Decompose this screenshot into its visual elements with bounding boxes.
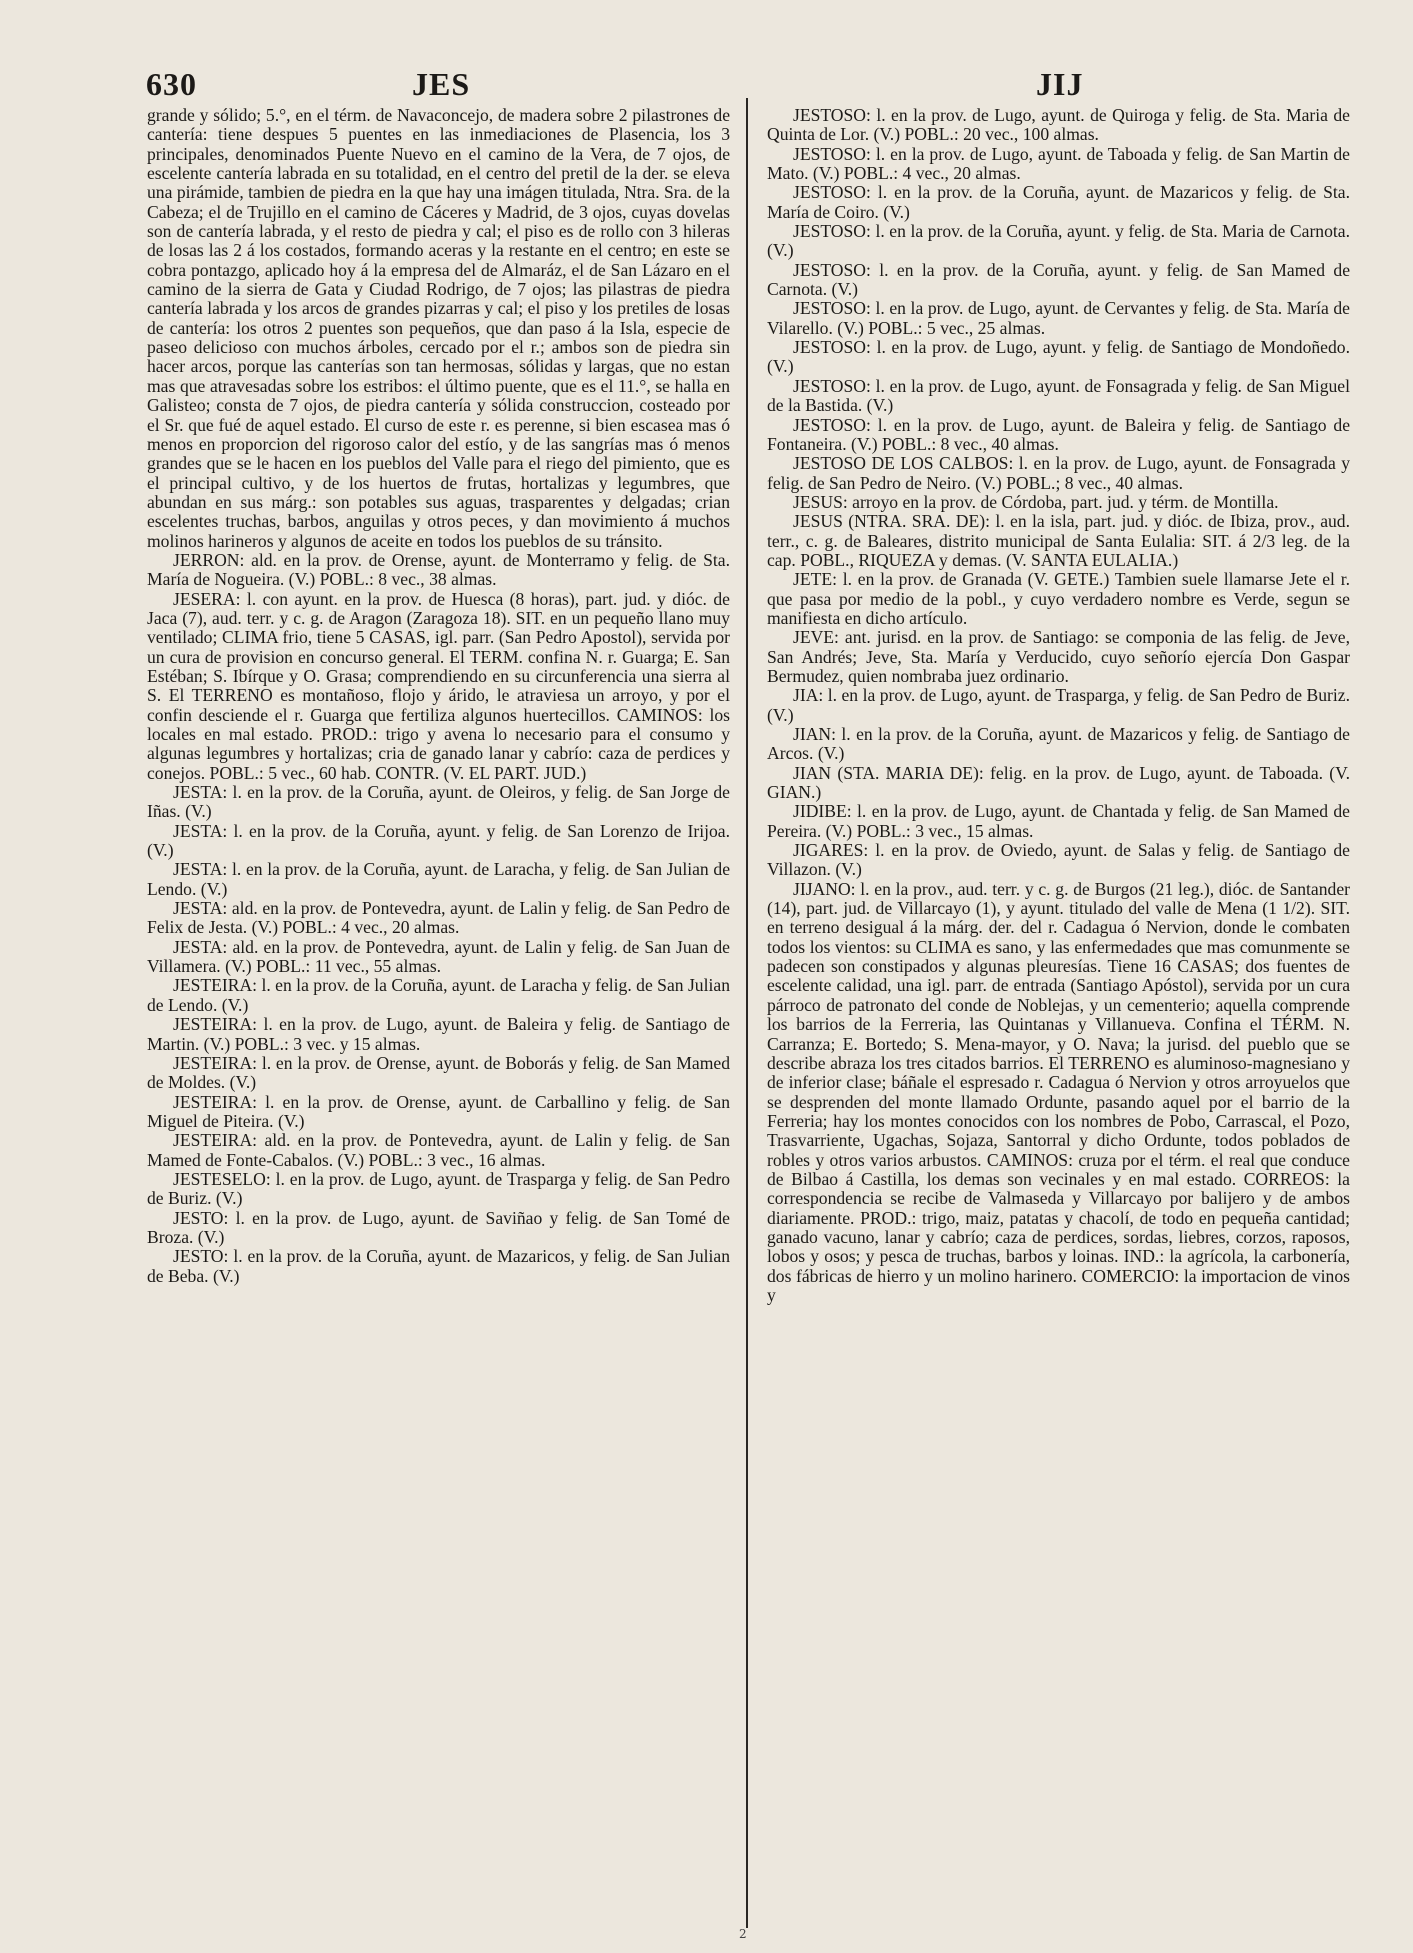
entry: JESTOSO: l. en la prov. de la Coruña, ayunt. y felig. de Sta. Maria de Carnota. (V.) <box>767 221 1350 261</box>
entry: JIAN: l. en la prov. de la Coruña, ayunt. de Mazaricos y felig. de Santiago de Arcos. (V.) <box>767 724 1350 764</box>
entry: JESTA: l. en la prov. de la Coruña, ayunt. de Oleiros, y felig. de San Jorge de Iñas. (V.) <box>147 782 730 822</box>
entry: JESTO: l. en la prov. de Lugo, ayunt. de Saviñao y felig. de San Tomé de Broza. (V.) <box>147 1207 730 1247</box>
entry: JIGARES: l. en la prov. de Oviedo, ayunt. de Salas y felig. de Santiago de Villazon. (V.) <box>767 840 1350 880</box>
entry: JIA: l. en la prov. de Lugo, ayunt. de Trasparga, y felig. de San Pedro de Buriz. (V.) <box>767 685 1350 725</box>
entry: JESTEIRA: l. en la prov. de Orense, ayunt. de Carballino y felig. de San Miguel de Piteira. (V.) <box>147 1091 730 1131</box>
entry: JESTA: l. en la prov. de la Coruña, ayunt. de Laracha, y felig. de San Julian de Lendo. (V.) <box>147 859 730 899</box>
entry: JESTA: ald. en la prov. de Pontevedra, ayunt. de Lalin y felig. de San Juan de Villamera. (V.) POBL.: 11 vec., 55 almas. <box>147 936 730 977</box>
entry: JESTEIRA: l. en la prov. de Orense, ayunt. de Boborás y felig. de San Mamed de Moldes. (V.) <box>147 1052 730 1093</box>
entry: JESTOSO: l. en la prov. de Lugo, ayunt. de Quiroga y felig. de Sta. Maria de Quinta de Lor. (V.) POBL.: 20 vec., 100 almas. <box>767 105 1350 145</box>
entry: JESTEIRA: l. en la prov. de la Coruña, ayunt. de Laracha y felig. de San Julian de Lendo. (V.) <box>147 975 730 1015</box>
page-number: 630 <box>146 66 197 102</box>
entry: JESTOSO: l. en la prov. de Lugo, ayunt. de Taboada y felig. de San Martin de Mato. (V.) POBL.: 4 vec., 20 almas. <box>767 143 1350 184</box>
entry: JETE: l. en la prov. de Granada (V. GETE.) Tambien suele llamarse Jete el r. que pasa por medio de la pobl., y cuyo verdadero nombre es Verde, segun se manifiesta en dicho artículo. <box>767 569 1350 628</box>
left-guide-word: JES <box>412 66 471 102</box>
entry: JESTEIRA: ald. en la prov. de Pontevedra, ayunt. de Lalin y felig. de San Mamed de Fonte-Cabalos. (V.) POBL.: 3 vec., 16 almas. <box>147 1130 730 1170</box>
entry: JESTOSO DE LOS CALBOS: l. en la prov. de Lugo, ayunt. de Fonsagrada y felig. de San Pedro de Neiro. (V.) POBL.; 8 vec., 40 almas. <box>767 453 1350 493</box>
entry: JESERA: l. con ayunt. en la prov. de Huesca (8 horas), part. jud. y dióc. de Jaca (7), aud. terr. y c. g. de Aragon (Zaragoza 18). SIT. en un pequeño llano muy ventilado; CLIMA frio, tiene 5 CASAS, igl. parr. (San Pedro Apostol), servida por un cura de provision en concurso general. El TERM. confina N. r. Guarga; E. San Estéban; S. Ibírque y O. Grasa; comprendiendo en su circunferencia una sierra al S. El TERRENO es montañoso, flojo y árido, le atraviesa un arroyo, y por el confin desciende el r. Guarga que fertiliza algunos huertecillos. CAMINOS: los locales en mal estado. PROD.: trigo y avena lo necesario para el consumo y algunas legumbres y hortalizas; cria de ganado lanar y cabrío: caza de perdices y conejos. POBL.: 5 vec., 60 hab. CONTR. (V. EL PART. JUD.) <box>147 588 730 783</box>
entry: JESTA: l. en la prov. de la Coruña, ayunt. y felig. de San Lorenzo de Irijoa. (V.) <box>147 820 730 861</box>
entry: grande y sólido; 5.°, en el térm. de Navaconcejo, de madera sobre 2 pilastrones de cantería: tiene despues 5 puentes en las inmediaciones de Plasencia, los 3 principales, denominados Puente Nuevo en el camino de la Vera, de 7 ojos, de escelente cantería labrada en su totalidad, en el centro del pretil de la der. se eleva una pirámide, tambien de piedra en la que hay una imágen titulada, Ntra. Sra. de la Cabeza; el de Trujillo en el camino de Cáceres y Madrid, de 3 ojos, cuyas dovelas son de cantería labrada, y el resto de piedra y cal; el piso es de rollo con 3 hileras de losas las 2 á los costados, formando aceras y la restante en el centro; en este se cobra pontazgo, aplicado hoy á la empresa del de Almaráz, el de San Lázaro en el camino de la sierra de Gata y Ciudad Rodrigo, de 7 ojos; las pilastras de piedra cantería labrada y los arcos de grandes pizarras y cal; el piso y los pretiles de losas de cantería: los otros 2 puentes son pequeños, que dan paso á la Isla, especie de paseo delicioso con muchos árboles, cercado por el r.; ambos son de piedra sin hacer arcos, porque las canterías son tan hermosas, sólidas y largas, que no estan mas que atravesadas sobre los estribos: el último puente, que es el 11.°, se halla en Galisteo; consta de 7 ojos, de piedra cantería y sólida construccion, costeado por el Sr. que fué de aquel estado. El curso de este r. es perenne, si bien escasea mas ó menos en proporcion del rigoroso calor del estío, y de las sangrías mas ó menos grandes que se le hacen en los pueblos del Valle para el riego del pimiento, que es el principal cultivo, y de los huertos de frutas, hortalizas y legumbres, que abundan en sus márg.: son potables sus aguas, trasparentes y delgadas; crian escelentes truchas, barbos, anguilas y otros peces, y dan movimiento á muchos molinos harineros y algunos de aceite en todos los pueblos de su tránsito. <box>147 105 730 551</box>
entry: JESTOSO: l. en la prov. de la Coruña, ayunt. y felig. de San Mamed de Carnota. (V.) <box>767 259 1350 300</box>
left-column <box>147 106 730 1286</box>
right-column <box>767 106 1350 1305</box>
entry: JESTO: l. en la prov. de la Coruña, ayunt. de Mazaricos, y felig. de San Julian de Beba. (V.) <box>147 1246 730 1286</box>
entry: JESTESELO: l. en la prov. de Lugo, ayunt. de Trasparga y felig. de San Pedro de Buriz. (V.) <box>147 1168 730 1209</box>
entry: JESTOSO: l. en la prov. de Lugo, ayunt. de Baleira y felig. de Santiago de Fontaneira. (V.) POBL.: 8 vec., 40 almas. <box>767 414 1350 454</box>
entry: JESTA: ald. en la prov. de Pontevedra, ayunt. de Lalin y felig. de San Pedro de Felix de Jesta. (V.) POBL.: 4 vec., 20 almas. <box>147 898 730 938</box>
entry: JERRON: ald. en la prov. de Orense, ayunt. de Monterramo y felig. de Sta. María de Nogueira. (V.) POBL.: 8 vec., 38 almas. <box>147 549 730 590</box>
entry: JIAN (STA. MARIA DE): felig. en la prov. de Lugo, ayunt. de Taboada. (V. GIAN.) <box>767 762 1350 803</box>
column-divider <box>746 98 748 1928</box>
entry: JESTEIRA: l. en la prov. de Lugo, ayunt. de Baleira y felig. de Santiago de Martin. (V.) POBL.: 3 vec. y 15 almas. <box>147 1014 730 1054</box>
entry: JESTOSO: l. en la prov. de la Coruña, ayunt. de Mazaricos y felig. de Sta. María de Coiro. (V.) <box>767 182 1350 222</box>
entry: JESUS (NTRA. SRA. DE): l. en la isla, part. jud. y dióc. de Ibiza, prov., aud. terr., c. g. de Baleares, distrito municipal de Santa Eulalia: SIT. á 2/3 leg. de la cap. POBL., RIQUEZA y demas. (V. SANTA EULALIA.) <box>767 511 1350 570</box>
entry: JESTOSO: l. en la prov. de Lugo, ayunt. y felig. de Santiago de Mondoñedo. (V.) <box>767 337 1350 377</box>
entry: JEVE: ant. jurisd. en la prov. de Santiago: se componia de las felig. de Jeve, San Andrés; Jeve, Sta. María y Verducido, cuyo señorío ejercía Don Gaspar Bermudez, quien nombraba juez ordinario. <box>767 627 1350 686</box>
entry: JIDIBE: l. en la prov. de Lugo, ayunt. de Chantada y felig. de San Mamed de Pereira. (V.) POBL.: 3 vec., 15 almas. <box>767 801 1350 841</box>
right-guide-word: JIJ <box>1036 66 1084 102</box>
entry: JIJANO: l. en la prov., aud. terr. y c. g. de Burgos (21 leg.), dióc. de Santander (14), part. jud. de Villarcayo (1), y ayunt. titulado del valle de Mena (1 1/2). SIT. en terreno desigual á la márg. der. del r. Cadagua ó Nervion, donde le combaten todos los vientos: su CLIMA es sano, y las enfermedades que mas comunmente se padecen son constipados y algunas pleuresías. Tiene 16 CASAS; dos fuentes de escelente calidad, una igl. parr. de entrada (Santiago Apóstol), servida por un cura párroco de patronato del conde de Noblejas, y un cementerio; aquella comprende los barrios de la Ferreria, las Quintanas y Villanueva. Confina el TÉRM. N. Carranza; E. Bortedo; S. Mena-mayor, y O. Nava; la jurisd. del pueblo que se describe abraza los tres citados barrios. El TERRENO es aluminoso-magnesiano y de inferior clase; báñale el espresado r. Cadagua ó Nervion y otros arroyuelos que se desprenden del monte llamado Ordunte, pasando aquel por el barrio de la Ferreria; hay los montes conocidos con los nombres de Pobo, Carrascal, el Pozo, Trasvarriente, Ugachas, Sojaza, Santorral y dicho Ordunte, todos poblados de robles y otros varios arbustos. CAMINOS: cruza por el térm. el real que conduce de Bilbao á Castilla, los demas son vecinales y en mal estado. CORREOS: la correspondencia se recibe de Valmaseda y Villarcayo por balijero y de ambos diariamente. PROD.: trigo, maiz, patatas y chacolí, de todo en pequeña cantidad; ganado vacuno, lanar y cabrío; caza de perdices, sordas, liebres, corzos, raposos, lobos y osos; y pesca de truchas, barbos y loinas. IND.: la agrícola, la carbonería, dos fábricas de hierro y un molino harinero. COMERCIO: la importacion de vinos y <box>767 878 1350 1305</box>
entry: JESTOSO: l. en la prov. de Lugo, ayunt. de Fonsagrada y felig. de San Miguel de la Bastida. (V.) <box>767 375 1350 416</box>
entry: JESUS: arroyo en la prov. de Córdoba, part. jud. y térm. de Montilla. <box>793 491 1279 512</box>
entry: JESTOSO: l. en la prov. de Lugo, ayunt. de Cervantes y felig. de Sta. María de Vilarello. (V.) POBL.: 5 vec., 25 almas. <box>767 298 1350 338</box>
column-mark: 2 <box>739 1927 747 1941</box>
